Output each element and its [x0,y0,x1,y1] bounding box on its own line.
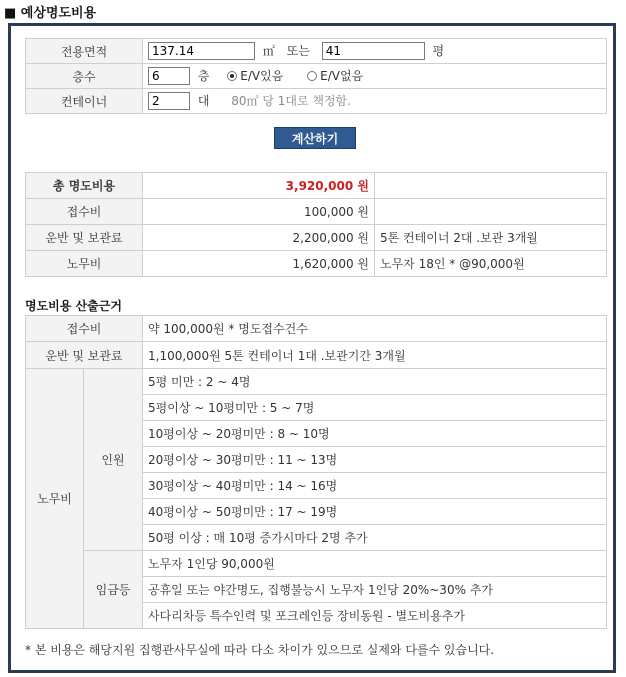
floor-unit: 층 [197,68,210,83]
total-label: 총 명도비용 [26,173,143,199]
people-row: 10평이상 ~ 20평미만 : 8 ~ 10명 [143,421,607,447]
page-title: ■ 예상명도비용 [4,6,97,21]
ev-yes-radio[interactable] [227,71,237,81]
basis-transport-label: 운반 및 보관료 [26,342,143,369]
container-input[interactable] [148,92,190,110]
reception-fee-note [375,199,607,225]
calculate-button[interactable]: 계산하기 [274,127,356,149]
reception-fee-label: 접수비 [26,199,143,225]
total-value: 3,920,000 원 [143,173,375,199]
area-m2-input[interactable] [148,42,255,60]
floor-label: 층수 [26,64,143,89]
area-label: 전용면적 [26,39,143,64]
ev-yes-option[interactable] [227,69,283,83]
ev-yes-label: E/V있음 [240,68,284,83]
or-label: 또는 [286,43,310,58]
total-note [375,173,607,199]
basis-table [25,315,607,629]
transport-fee-label: 운반 및 보관료 [26,225,143,251]
labor-fee-value: 1,620,000 원 [143,251,375,277]
reception-fee-value: 100,000 원 [143,199,375,225]
people-row: 20평이상 ~ 30평미만 : 11 ~ 13명 [143,447,607,473]
labor-fee-note: 노무자 18인 * @90,000원 [375,251,607,277]
input-form-table [25,38,607,114]
people-row: 50평 이상 : 매 10평 증가시마다 2명 추가 [143,525,607,551]
container-label: 컨테이너 [26,89,143,114]
people-row: 5평이상 ~ 10평미만 : 5 ~ 7명 [143,395,607,421]
summary-table [25,172,607,277]
pyeong-unit: 평 [432,43,445,58]
wage-row: 사다리차등 특수인력 및 포크레인등 장비동원 - 별도비용추가 [143,603,607,629]
labor-fee-label: 노무비 [26,251,143,277]
basis-reception-label: 접수비 [26,316,143,342]
people-row: 30평이상 ~ 40평미만 : 14 ~ 16명 [143,473,607,499]
basis-section-title: 명도비용 산출근거 [25,299,122,313]
basis-wage-label: 임금등 [84,551,143,629]
container-unit: 대 [197,93,210,108]
ev-no-radio[interactable] [307,71,317,81]
basis-reception-text: 약 100,000원 * 명도접수건수 [143,316,607,342]
wage-row: 노무자 1인당 90,000원 [143,551,607,577]
transport-fee-note: 5톤 컨테이너 2대 .보관 3개월 [375,225,607,251]
people-row: 40평이상 ~ 50평미만 : 17 ~ 19명 [143,499,607,525]
wage-row: 공휴일 또는 야간명도, 집행불능시 노무자 1인당 20%~30% 추가 [143,577,607,603]
area-pyeong-input[interactable] [322,42,425,60]
container-note: 80㎡ 당 1대로 책정함. [231,93,351,108]
ev-no-label: E/V없음 [320,68,364,83]
ev-no-option[interactable] [307,69,363,83]
floor-input[interactable] [148,67,190,85]
basis-transport-text: 1,100,000원 5톤 컨테이너 1대 .보관기간 3개월 [143,342,607,369]
transport-fee-value: 2,200,000 원 [143,225,375,251]
basis-labor-label: 노무비 [26,369,84,629]
basis-people-label: 인원 [84,369,143,551]
m2-unit: ㎡ [262,43,275,58]
people-row: 5평 미만 : 2 ~ 4명 [143,369,607,395]
footnote: * 본 비용은 해당지원 집행관사무실에 따라 다소 차이가 있으므로 실제와 다를수 있습니다. [25,643,495,657]
